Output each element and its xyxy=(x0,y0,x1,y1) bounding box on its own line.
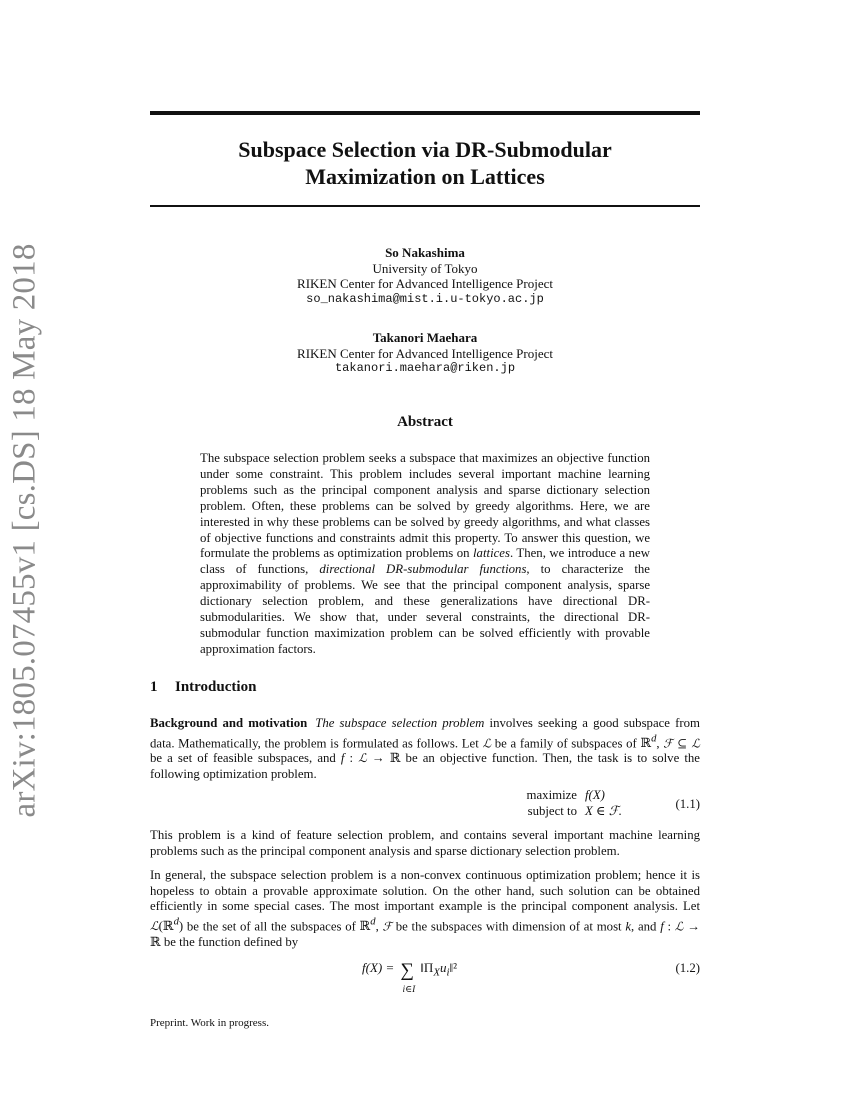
paragraph-text: , xyxy=(375,919,383,934)
paragraph-text: be the set of all the subspaces of xyxy=(183,919,360,934)
sum-symbol: ∑ i∈I xyxy=(400,960,416,995)
math-feasible-set: ℱ ⊆ ℒ xyxy=(663,735,700,750)
section-number: 1 xyxy=(150,679,158,695)
paragraph-feature-selection: This problem is a kind of feature selection problem, and contains several important machine learning problems such as the principal component analysis and sparse dictionary selection problem. xyxy=(150,828,700,858)
paragraph-text: be a family of subspaces of xyxy=(491,735,641,750)
equation-number: (1.2) xyxy=(675,961,700,975)
equation-expression: f(X) xyxy=(585,788,605,802)
author-block-2 xyxy=(150,330,700,377)
author-affiliation: RIKEN Center for Advanced Intelligence Project xyxy=(297,276,553,291)
author-name: Takanori Maehara xyxy=(372,330,478,345)
paragraph-text: be an objective function. Then, the task is to solve the following optimization problem. xyxy=(150,751,700,782)
paragraph-general xyxy=(150,868,700,950)
author-email[interactable]: takanori.maehara@riken.jp xyxy=(334,361,516,375)
equation-lhs: f(X) = xyxy=(362,960,395,975)
arxiv-stamp xyxy=(2,242,48,818)
math-real-space: ℝ$^d$ xyxy=(359,916,376,934)
math-feasible-set: ℱ xyxy=(382,919,392,934)
section-title: Introduction xyxy=(175,679,257,695)
equation-label: maximize xyxy=(526,788,577,802)
paragraph-text: be the subspaces with dimension of at most xyxy=(391,919,626,934)
title-line-2: Maximization on Lattices xyxy=(305,164,545,189)
paragraph-text: , and xyxy=(631,919,661,934)
equation-rhs: $‖\Pi_Xu_i‖^2$ xyxy=(420,960,458,979)
paragraph-text: be the function defined by xyxy=(160,934,299,949)
abstract-text: , to characterize the approximability of problems. We see that the principal component analysis, sparse dictionary selection problem, and these generalizations have directional DR-submodularities. We show that, under several constraints, the directional DR-submodular function maximization problem can be solved efficiently with provable approximation factors. xyxy=(200,562,650,656)
paragraph-text: In general, the subspace selection problem is a non-convex continuous optimization problem; hence it is hopeless to obtain a provable approximate solution. On the other hand, such solution can be obtained efficiently in some special cases. The most important example is the principal component analysis. Let xyxy=(150,868,700,914)
equation-1-1 xyxy=(150,788,700,822)
author-affiliation: University of Tokyo xyxy=(372,260,478,276)
equation-expression: X ∈ ℱ. xyxy=(585,803,622,818)
equation-1-2 xyxy=(150,954,700,994)
paragraph-background xyxy=(150,716,700,783)
abstract-emphasis: lattices xyxy=(473,546,510,561)
paragraph-text: be a set of feasible subspaces, and xyxy=(150,751,341,766)
paper-title xyxy=(150,136,700,190)
math-objective-function: f : ℒ → ℝ xyxy=(150,919,700,949)
section-heading xyxy=(150,679,256,696)
title-rule-bottom xyxy=(150,205,700,207)
paragraph-text: involves seeking a good subspace from data. Mathematically, the problem is formulated as follows. Let xyxy=(150,716,700,750)
equation-label: subject to xyxy=(527,803,577,818)
abstract-text: The subspace selection problem seeks a subspace that maximizes an objective function under some constraint. This problem includes several important machine learning problems such as the principal component analysis and sparse dictionary selection problem. Often, these problems can be solved by greedy algorithms. Here, we are interested in why these problems can be solved by greedy algorithms, and what classes of objective functions and constraints admit this property. To answer this question, we formulate the problems as optimization problems on xyxy=(200,451,650,561)
math-objective-function: f : ℒ → ℝ xyxy=(340,751,401,766)
abstract-heading: Abstract xyxy=(397,414,453,430)
abstract-body xyxy=(200,451,650,658)
abstract-emphasis: directional DR-submodular functions xyxy=(319,562,527,577)
footnote: Preprint. Work in progress. xyxy=(150,1017,269,1029)
paragraph-text: , xyxy=(656,735,664,750)
math-real-space: ℝ$^d$ xyxy=(640,733,657,750)
abstract-text: . Then, we introduce a new class of functions, xyxy=(200,546,650,577)
math-subspace-lattice: ℒ(ℝ$^d$) xyxy=(150,916,184,934)
sum-subscript: i∈I xyxy=(402,985,416,995)
math-lattice: ℒ xyxy=(482,735,492,750)
arxiv-stamp-text: arXiv:1805.07455v1 [cs.DS] 18 May 2018 xyxy=(6,242,43,818)
paragraph-emphasis: The subspace selection problem xyxy=(315,716,485,730)
title-line-1: Subspace Selection via DR-Submodular xyxy=(238,137,612,162)
author-name: So Nakashima xyxy=(385,245,465,260)
run-in-heading: Background and motivation xyxy=(150,716,308,730)
author-email[interactable]: so_nakashima@mist.i.u-tokyo.ac.jp xyxy=(306,291,544,306)
title-rule-top xyxy=(150,111,700,115)
math-k: k xyxy=(625,919,632,934)
author-block-1 xyxy=(150,245,700,307)
author-affiliation: RIKEN Center for Advanced Intelligence Project xyxy=(297,345,553,361)
equation-number: (1.1) xyxy=(675,797,700,811)
